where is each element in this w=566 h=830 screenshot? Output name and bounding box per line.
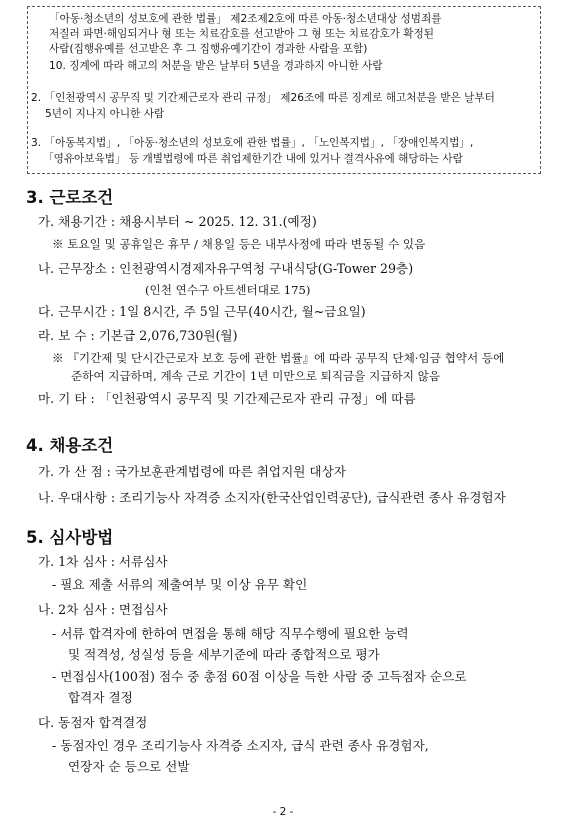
salary-note: ※ 『기간제 및 단시간근로자 보호 등에 관한 법률』에 따라 공무직 단체·임금 협약서 등에 bbox=[52, 351, 505, 365]
second-screening-detail: - 서류 합격자에 한하여 면접을 통해 해당 직무수행에 필요한 능력 bbox=[52, 626, 409, 641]
box-line: 저질러 파면·해임되거나 형 또는 치료감호를 선고받아 그 형 또는 치료감호가 확정된 bbox=[49, 28, 434, 40]
box-line: 10. 징계에 따라 해고의 처분을 받은 날부터 5년을 경과하지 아니한 사람 bbox=[49, 60, 383, 72]
tie-breaker-detail-continued: 연장자 순 등으로 선발 bbox=[68, 759, 190, 774]
employment-period: 가. 채용기간 : 채용시부터 ~ 2025. 12. 31.(예정) bbox=[38, 214, 317, 229]
bonus-points: 가. 가 산 점 : 국가보훈관계법령에 따른 취업지원 대상자 bbox=[38, 464, 346, 479]
tie-breaker: 다. 동점자 합격결정 bbox=[38, 715, 148, 730]
preferences: 나. 우대사항 : 조리기능사 자격증 소지자(한국산업인력공단), 급식관련 종사 유경험자 bbox=[38, 490, 506, 505]
box-line: 「아동·청소년의 성보호에 관한 법률」 제2조제2호에 따른 아동·청소년대상 성범죄를 bbox=[49, 13, 442, 25]
section-heading-working-conditions: 3. 근로조건 bbox=[26, 188, 114, 207]
section-heading-employment-conditions: 4. 채용조건 bbox=[26, 436, 114, 455]
box-line: 3. 「아동복지법」, 「아동·청소년의 성보호에 관한 법률」, 「노인복지법」, 「장애인복지법」, bbox=[31, 137, 474, 149]
second-screening: 나. 2차 심사 : 면접심사 bbox=[38, 602, 168, 617]
box-line: 「영유아보육법」 등 개별법령에 따른 취업제한기간 내에 있거나 결격사유에 해당하는 사람 bbox=[43, 153, 463, 165]
second-screening-detail-continued: 및 적격성, 성실성 등을 세부기준에 따라 종합적으로 평가 bbox=[68, 647, 380, 662]
working-hours: 다. 근무시간 : 1일 8시간, 주 5일 근무(40시간, 월~금요일) bbox=[38, 304, 366, 319]
work-location-address: (인천 연수구 아트센터대로 175) bbox=[145, 283, 311, 297]
second-screening-criteria-continued: 합격자 결정 bbox=[68, 690, 133, 705]
first-screening-detail: - 필요 제출 서류의 제출여부 및 이상 유무 확인 bbox=[52, 577, 308, 592]
salary: 라. 보 수 : 기본급 2,076,730원(월) bbox=[38, 328, 238, 343]
box-line: 2. 「인천광역시 공무직 및 기간제근로자 관리 규정」 제26조에 따른 징계로 해고처분을 받은 날부터 bbox=[31, 92, 495, 104]
section-heading-screening-method: 5. 심사방법 bbox=[26, 528, 114, 547]
first-screening: 가. 1차 심사 : 서류심사 bbox=[38, 554, 168, 569]
salary-note-continued: 준하여 지급하며, 계속 근로 기간이 1년 미만으로 퇴직금을 지급하지 않음 bbox=[71, 369, 441, 383]
work-location: 나. 근무장소 : 인천광역시경제자유구역청 구내식당(G-Tower 29층) bbox=[38, 261, 414, 276]
page-number: - 2 - bbox=[272, 806, 294, 818]
box-line: 5년이 지나지 아니한 사람 bbox=[45, 108, 165, 120]
employment-period-note: ※ 토요일 및 공휴일은 휴무 / 채용일 등은 내부사정에 따라 변동될 수 있음 bbox=[52, 237, 426, 251]
tie-breaker-detail: - 동점자인 경우 조리기능사 자격증 소지자, 급식 관련 종사 유경험자, bbox=[52, 738, 429, 753]
second-screening-criteria: - 면접심사(100점) 점수 중 총점 60점 이상을 득한 사람 중 고득점자 순으로 bbox=[52, 669, 467, 684]
box-line: 사람(집행유예를 선고받은 후 그 집행유예기간이 경과한 사람을 포함) bbox=[49, 43, 368, 55]
other-conditions: 마. 기 타 : 「인천광역시 공무직 및 기간제근로자 관리 규정」에 따름 bbox=[38, 391, 416, 406]
